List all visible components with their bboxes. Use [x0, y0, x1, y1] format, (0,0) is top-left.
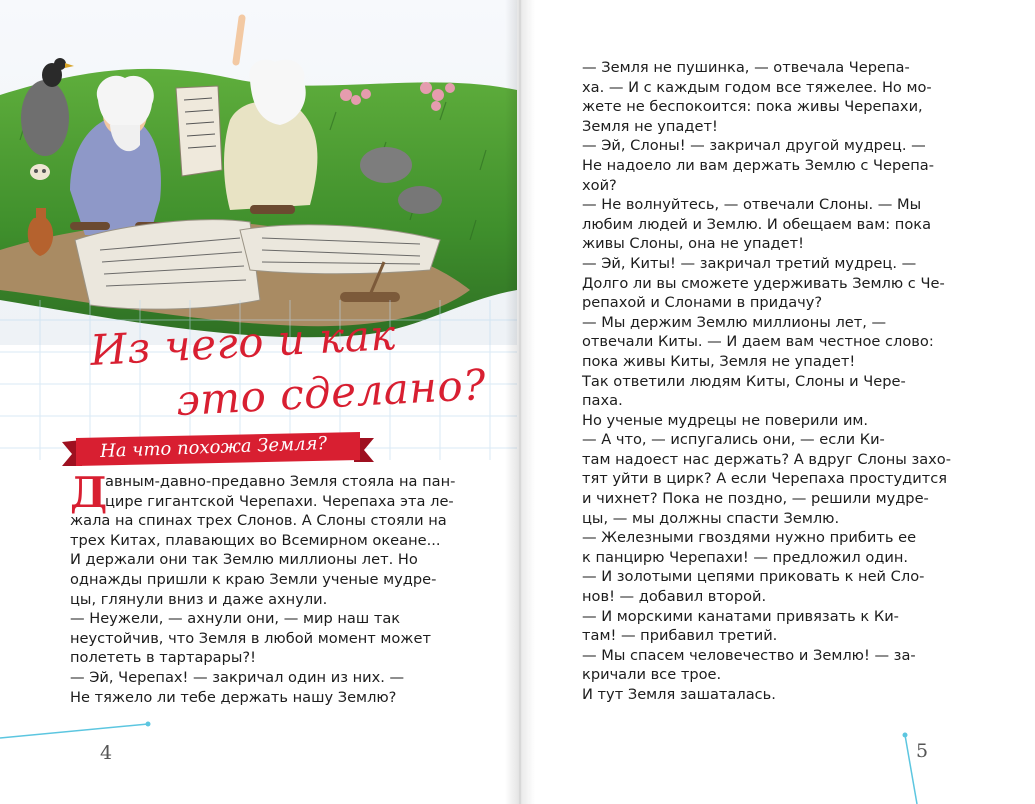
text-line: нов! — добавил второй. [582, 588, 767, 606]
text-line: — Эй, Киты! — закричал третий мудрец. — [582, 254, 917, 272]
corner-line-decoration [0, 700, 160, 750]
text-line: — И золотыми цепями приковать к ней Сло- [582, 568, 925, 586]
page-number: 4 [100, 742, 113, 764]
text-line: — Земля не пушинка, — отвечала Черепа- [582, 59, 910, 76]
text-line: Земля не упадет! [582, 117, 718, 135]
sages-illustration [0, 0, 517, 345]
text-line: кричали все трое. [582, 666, 722, 684]
text-line: — А что, — испугались они, — если Ки- [582, 431, 885, 449]
left-page-text [70, 468, 456, 707]
text-line: жала на спинах трех Слонов. А Слоны стояли на [70, 512, 447, 530]
text-line: паха. [582, 392, 623, 410]
text-line: ха. — И с каждым годом все тяжелее. Но мо- [582, 78, 932, 96]
text-line: любим людей и Землю. И обещаем вам: пока [582, 215, 932, 233]
text-line: там надоест нас держать? А вдруг Слоны захо- [582, 450, 951, 468]
text-line: Не надоело ли вам держать Землю с Черепа- [582, 156, 935, 174]
left-page [0, 0, 517, 804]
text-line: цы, глянули вниз и даже ахнули. [70, 590, 328, 608]
subtitle: На что похожа Земля? [99, 433, 328, 462]
chapter-title-line-2: это сделано? [174, 359, 488, 426]
text-line: отвечали Киты. — И даем вам честное слово: [582, 333, 934, 351]
skull-icon [30, 164, 50, 180]
text-line: жете не беспокоится: пока живы Черепахи, [582, 98, 923, 116]
book-gutter-shadow [505, 0, 535, 804]
text-line: и чихнет? Пока не поздно, — решили мудре- [582, 490, 929, 508]
text-line: И держали они так Землю миллионы лет. Но [70, 551, 418, 569]
text-line: — Мы держим Землю миллионы лет, — [582, 313, 887, 331]
corner-line-decoration [887, 725, 957, 804]
text-line: хой? [582, 176, 617, 194]
chapter-title-line-1: Из чего и как [88, 310, 397, 375]
text-line: — Эй, Слоны! — закричал другой мудрец. — [582, 137, 926, 155]
text-line: цы, — мы должны спасти Землю. [582, 509, 840, 527]
text-line: Долго ли вы сможете удерживать Землю с Че- [582, 274, 945, 292]
text-line: Но ученые мудрецы не поверили им. [582, 411, 869, 429]
text-line: неустойчив, что Земля в любой момент может [70, 629, 431, 647]
text-line: — Не волнуйтесь, — отвечали Слоны. — Мы [582, 196, 922, 214]
text-line: И тут Земля зашаталась. [582, 686, 776, 703]
page-number: 5 [916, 740, 929, 762]
text-line: однажды пришли к краю Земли ученые мудре- [70, 570, 437, 588]
text-line: — Неужели, — ахнули они, — мир наш так [70, 610, 401, 628]
text-line: — Мы спасем человечество и Землю! — за- [582, 646, 916, 664]
text-line: к панцирю Черепахи! — предложил один. [582, 548, 909, 566]
text-line: репахой и Слонами в придачу? [582, 294, 823, 312]
scroll-ground-icon [75, 220, 440, 309]
text-line: — Железными гвоздями нужно прибить ее [582, 529, 917, 547]
drop-cap: Д [70, 468, 108, 517]
text-line: тят уйти в цирк? А если Черепаха простудится [582, 470, 948, 488]
text-line: там! — прибавил третий. [582, 627, 778, 645]
text-line: Так ответили людям Киты, Слоны и Чере- [582, 372, 906, 390]
text-line: пока живы Киты, Земля не упадет! [582, 352, 856, 370]
text-line: авным-давно-предавно Земля стояла на пан- [105, 473, 456, 490]
text-line: — И морскими канатами привязать к Ки- [582, 607, 899, 625]
text-line: живы Слоны, она не упадет! [582, 235, 804, 253]
text-line: полететь в тартарары?! [70, 649, 256, 667]
scroll-held-icon [176, 86, 222, 176]
text-line: Не тяжело ли тебе держать нашу Землю? [70, 688, 397, 706]
text-line: трех Китах, плавающих во Всемирном океане... [70, 531, 441, 549]
right-page-text [582, 58, 964, 705]
text-line: цире гигантской Черепахи. Черепаха эта ле- [105, 492, 454, 510]
text-line: — Эй, Черепах! — закричал один из них. — [70, 668, 405, 686]
